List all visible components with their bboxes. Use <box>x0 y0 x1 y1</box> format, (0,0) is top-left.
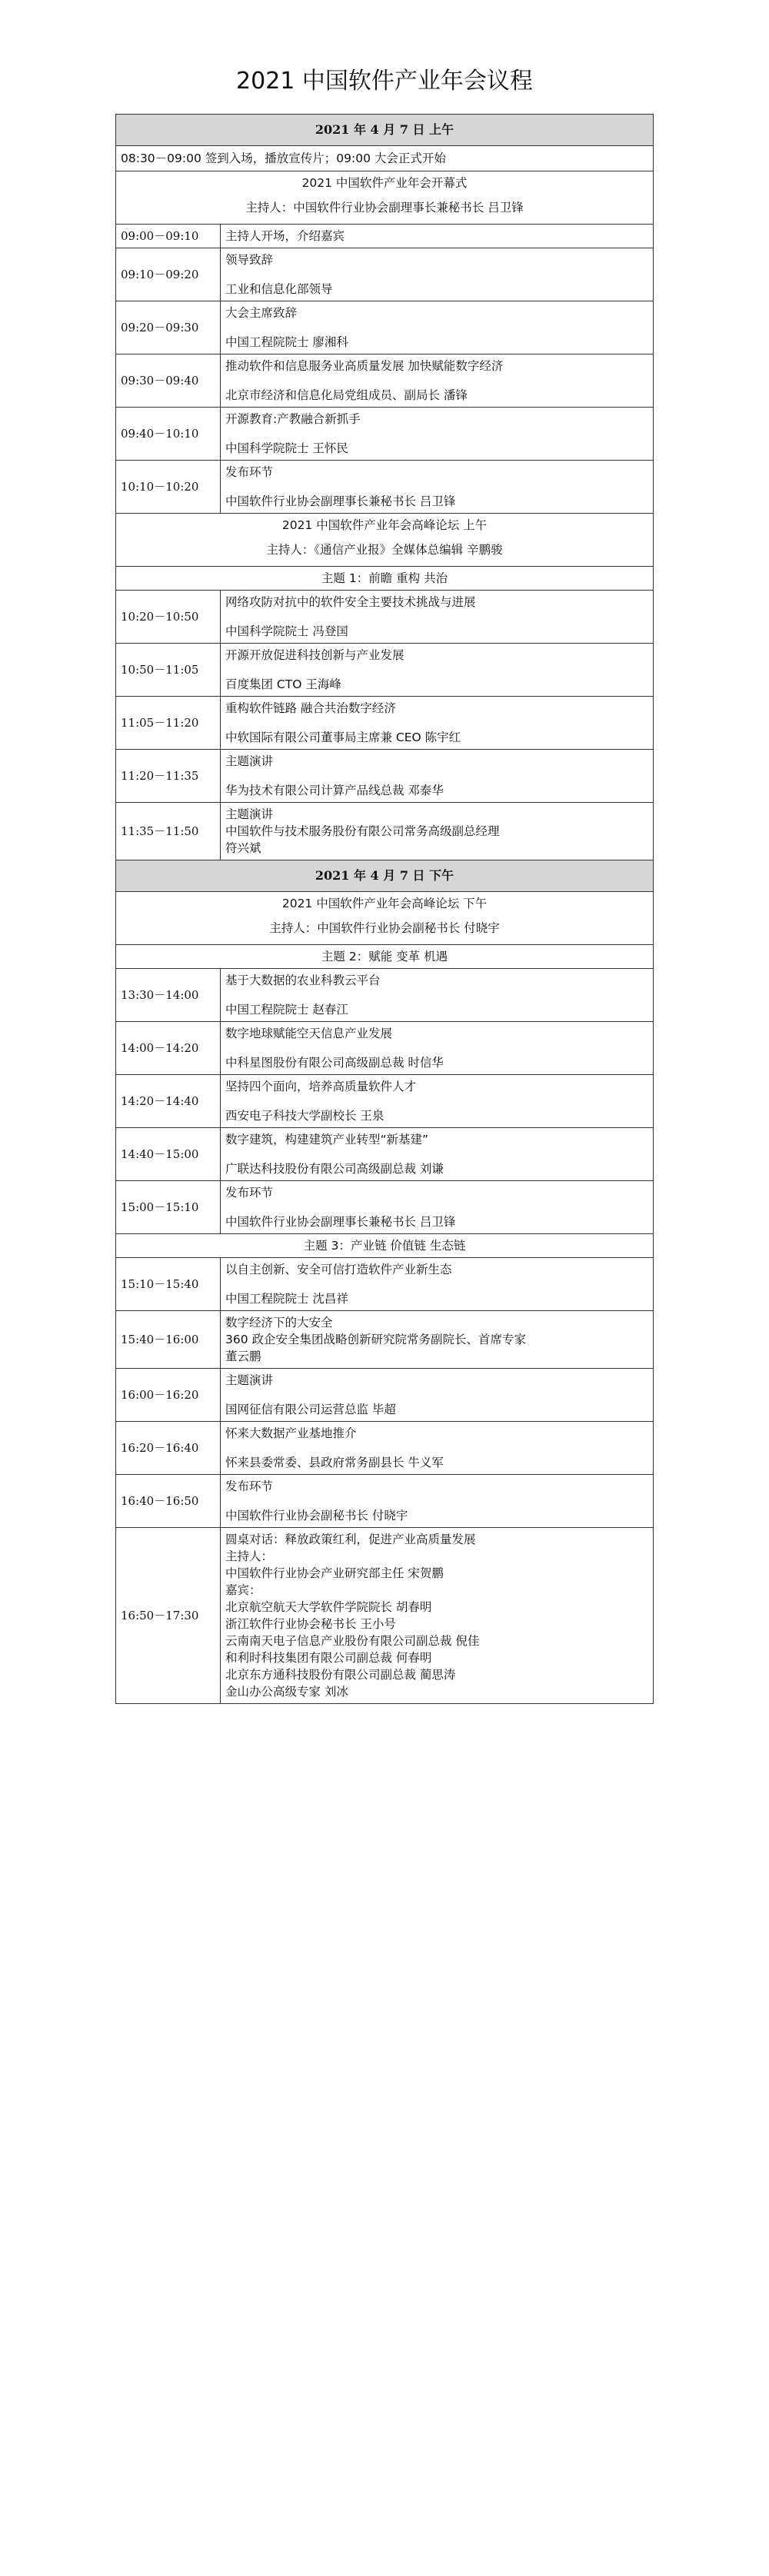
agenda-item-row <box>116 1022 654 1075</box>
agenda-item-row <box>116 1128 654 1181</box>
session-name: 2021 中国软件产业年会高峰论坛 上午 <box>281 518 488 532</box>
item-content <box>221 1311 654 1369</box>
item-time: 15:40－16:00 <box>116 1311 221 1369</box>
opening-line: 08:30－09:00 签到入场，播放宣传片；09:00 大会正式开始 <box>116 146 654 171</box>
item-line: 坚持四个面向，培养高质量软件人才 <box>225 1080 417 1093</box>
item-line: 中国软件行业协会副秘书长 付晓宇 <box>225 1509 408 1523</box>
agenda-item-row <box>116 1258 654 1311</box>
agenda-item-row <box>116 408 654 461</box>
line-gap <box>225 664 648 676</box>
agenda-item-row <box>116 591 654 644</box>
item-content <box>221 591 654 644</box>
item-time: 10:10－10:20 <box>116 461 221 514</box>
item-content <box>221 969 654 1022</box>
page-title: 2021 中国软件产业年会议程 <box>236 68 533 95</box>
item-time: 09:10－09:20 <box>116 248 221 301</box>
line-gap <box>225 611 648 623</box>
line-gap <box>225 1148 648 1160</box>
theme-row <box>116 945 654 969</box>
item-content <box>221 644 654 697</box>
item-content <box>221 1528 654 1704</box>
line-gap <box>225 1042 648 1054</box>
agenda-item-row <box>116 1422 654 1475</box>
item-line: 工业和信息化部领导 <box>225 282 333 296</box>
item-content <box>221 750 654 803</box>
agenda-item-row <box>116 750 654 803</box>
item-line: 重构软件链路 融合共治数字经济 <box>225 701 396 715</box>
item-line: 主题演讲 <box>225 807 274 821</box>
item-line: 浙江软件行业协会秘书长 王小号 <box>225 1617 396 1631</box>
item-line: 开源开放促进科技创新与产业发展 <box>225 648 404 662</box>
item-line: 数字地球赋能空天信息产业发展 <box>225 1027 393 1040</box>
item-content <box>221 301 654 354</box>
item-line: 中国软件行业协会副理事长兼秘书长 吕卫锋 <box>225 1215 456 1229</box>
line-gap <box>225 1495 648 1507</box>
item-line: 中软国际有限公司董事局主席兼 CEO 陈宇红 <box>225 731 461 744</box>
item-line: 主题演讲 <box>225 1373 274 1387</box>
item-line: 发布环节 <box>225 465 274 479</box>
item-line: 数字建筑，构建建筑产业转型“新基建” <box>225 1133 429 1147</box>
line-gap <box>225 481 648 493</box>
item-time: 16:00－16:20 <box>116 1369 221 1422</box>
item-time: 10:20－10:50 <box>116 591 221 644</box>
item-time: 16:50－17:30 <box>116 1528 221 1704</box>
line-gap <box>225 1201 648 1213</box>
item-content <box>221 408 654 461</box>
line-gap <box>225 428 648 440</box>
item-line: 主持人： <box>225 1549 274 1563</box>
item-content <box>221 1475 654 1528</box>
item-line: 中国科学院院士 王怀民 <box>225 441 348 455</box>
item-content <box>221 1022 654 1075</box>
theme-label: 主题 3：产业链 价值链 生态链 <box>116 1234 654 1258</box>
agenda-item-row <box>116 1075 654 1128</box>
item-time: 16:40－16:50 <box>116 1475 221 1528</box>
item-line: 百度集团 CTO 王海峰 <box>225 677 341 691</box>
item-line: 中国软件行业协会副理事长兼秘书长 吕卫锋 <box>225 494 456 508</box>
session-header <box>116 892 654 945</box>
item-line: 网络攻防对抗中的软件安全主要技术挑战与进展 <box>225 595 476 609</box>
line-gap <box>225 1278 648 1290</box>
item-line: 中科星图股份有限公司高级副总裁 时信华 <box>225 1056 444 1070</box>
item-time: 15:00－15:10 <box>116 1181 221 1234</box>
item-line: 推动软件和信息服务业高质量发展 加快赋能数字经济 <box>225 359 504 373</box>
item-line: 怀来大数据产业基地推介 <box>225 1426 357 1440</box>
session-row <box>116 514 654 567</box>
agenda-item-row <box>116 803 654 860</box>
day-header-row <box>116 860 654 892</box>
agenda-item-row <box>116 225 654 248</box>
item-time: 11:05－11:20 <box>116 697 221 750</box>
item-content <box>221 1075 654 1128</box>
item-content <box>221 803 654 860</box>
item-line: 中国软件与技术服务股份有限公司常务高级副总经理 <box>225 824 500 838</box>
line-gap <box>225 989 648 1001</box>
item-content <box>221 697 654 750</box>
agenda-item-row <box>116 1311 654 1369</box>
item-content <box>221 1369 654 1422</box>
session-name: 2021 中国软件产业年会开幕式 <box>301 176 468 190</box>
item-line: 西安电子科技大学副校长 王泉 <box>225 1109 384 1123</box>
item-line: 中国工程院院士 赵春江 <box>225 1003 348 1017</box>
line-gap <box>225 1095 648 1107</box>
item-line: 基于大数据的农业科教云平台 <box>225 973 381 987</box>
day-header-row <box>116 115 654 146</box>
agenda-table <box>115 114 654 1704</box>
agenda-item-row <box>116 1528 654 1704</box>
line-gap <box>225 374 648 387</box>
agenda-item-row <box>116 1475 654 1528</box>
item-line: 开源教育:产教融合新抓手 <box>225 412 361 426</box>
line-gap <box>225 1389 648 1401</box>
item-line: 发布环节 <box>225 1186 274 1200</box>
item-time: 09:20－09:30 <box>116 301 221 354</box>
agenda-item-row <box>116 644 654 697</box>
item-content <box>221 1258 654 1311</box>
item-time: 14:20－14:40 <box>116 1075 221 1128</box>
item-line: 发布环节 <box>225 1479 274 1493</box>
agenda-item-row <box>116 969 654 1022</box>
item-line: 中国软件行业协会产业研究部主任 宋贺鹏 <box>225 1566 444 1580</box>
item-time: 10:50－11:05 <box>116 644 221 697</box>
item-content <box>221 248 654 301</box>
agenda-item-row <box>116 697 654 750</box>
item-line: 主持人开场，介绍嘉宾 <box>225 229 345 243</box>
theme-row <box>116 567 654 591</box>
item-line: 中国工程院院士 廖湘科 <box>225 335 348 349</box>
item-time: 15:10－15:40 <box>116 1258 221 1311</box>
item-time: 11:35－11:50 <box>116 803 221 860</box>
item-line: 广联达科技股份有限公司高级副总裁 刘谦 <box>225 1162 444 1176</box>
item-time: 11:20－11:35 <box>116 750 221 803</box>
session-row <box>116 171 654 225</box>
item-line: 怀来县委常委、县政府常务副县长 牛义军 <box>225 1456 444 1469</box>
day-header: 2021 年 4 月 7 日 上午 <box>116 115 654 146</box>
item-line: 董云鹏 <box>225 1350 261 1363</box>
item-time: 09:00－09:10 <box>116 225 221 248</box>
agenda-item-row <box>116 301 654 354</box>
line-gap <box>225 717 648 729</box>
agenda-item-row <box>116 1369 654 1422</box>
item-line: 符兴斌 <box>225 841 261 855</box>
item-line: 北京航空航天大学软件学院院长 胡春明 <box>225 1600 432 1614</box>
session-host: 主持人：《通信产业报》全媒体总编辑 辛鹏骏 <box>266 543 503 557</box>
agenda-item-row <box>116 461 654 514</box>
session-name: 2021 中国软件产业年会高峰论坛 下午 <box>281 897 488 910</box>
item-line: 嘉宾： <box>225 1583 261 1597</box>
item-line: 数字经济下的大安全 <box>225 1316 333 1330</box>
item-time: 14:40－15:00 <box>116 1128 221 1181</box>
item-content <box>221 225 654 248</box>
day-header: 2021 年 4 月 7 日 下午 <box>116 860 654 892</box>
session-header <box>116 171 654 225</box>
theme-label: 主题 1：前瞻 重构 共治 <box>116 567 654 591</box>
item-line: 以自主创新、安全可信打造软件产业新生态 <box>225 1263 452 1276</box>
item-time: 14:00－14:20 <box>116 1022 221 1075</box>
line-gap <box>225 770 648 782</box>
item-line: 中国科学院院士 冯登国 <box>225 624 348 638</box>
item-line: 北京市经济和信息化局党组成员、副局长 潘锋 <box>225 388 468 402</box>
session-row <box>116 892 654 945</box>
item-content <box>221 1181 654 1234</box>
item-line: 北京东方通科技股份有限公司副总裁 蔺思涛 <box>225 1668 456 1682</box>
theme-row <box>116 1234 654 1258</box>
item-line: 华为技术有限公司计算产品线总裁 邓泰华 <box>225 784 444 797</box>
item-content <box>221 461 654 514</box>
session-host: 主持人：中国软件行业协会副秘书长 付晓宇 <box>269 921 500 935</box>
theme-label: 主题 2：赋能 变革 机遇 <box>116 945 654 969</box>
item-line: 云南南天电子信息产业股份有限公司副总裁 倪佳 <box>225 1634 480 1648</box>
item-line: 主题演讲 <box>225 754 274 768</box>
item-time: 09:40－10:10 <box>116 408 221 461</box>
agenda-item-row <box>116 1181 654 1234</box>
line-gap <box>225 1442 648 1454</box>
item-line: 360 政企安全集团战略创新研究院常务副院长、首席专家 <box>225 1333 527 1346</box>
item-line: 领导致辞 <box>225 253 274 267</box>
opening-row <box>116 146 654 171</box>
session-header <box>116 514 654 567</box>
item-time: 09:30－09:40 <box>116 354 221 408</box>
item-line: 大会主席致辞 <box>225 306 298 320</box>
item-line: 国网征信有限公司运营总监 毕超 <box>225 1403 396 1416</box>
item-content <box>221 1422 654 1475</box>
item-line: 和利时科技集团有限公司副总裁 何春明 <box>225 1651 432 1665</box>
line-gap <box>225 321 648 334</box>
agenda-item-row <box>116 248 654 301</box>
item-content <box>221 1128 654 1181</box>
session-host: 主持人：中国软件行业协会副理事长兼秘书长 吕卫锋 <box>245 201 524 215</box>
item-time: 16:20－16:40 <box>116 1422 221 1475</box>
line-gap <box>225 268 648 281</box>
item-line: 圆桌对话：释放政策红利，促进产业高质量发展 <box>225 1533 476 1546</box>
agenda-item-row <box>116 354 654 408</box>
item-line: 金山办公高级专家 刘冰 <box>225 1685 348 1699</box>
item-time: 13:30－14:00 <box>116 969 221 1022</box>
item-line: 中国工程院院士 沈昌祥 <box>225 1292 348 1306</box>
item-content <box>221 354 654 408</box>
